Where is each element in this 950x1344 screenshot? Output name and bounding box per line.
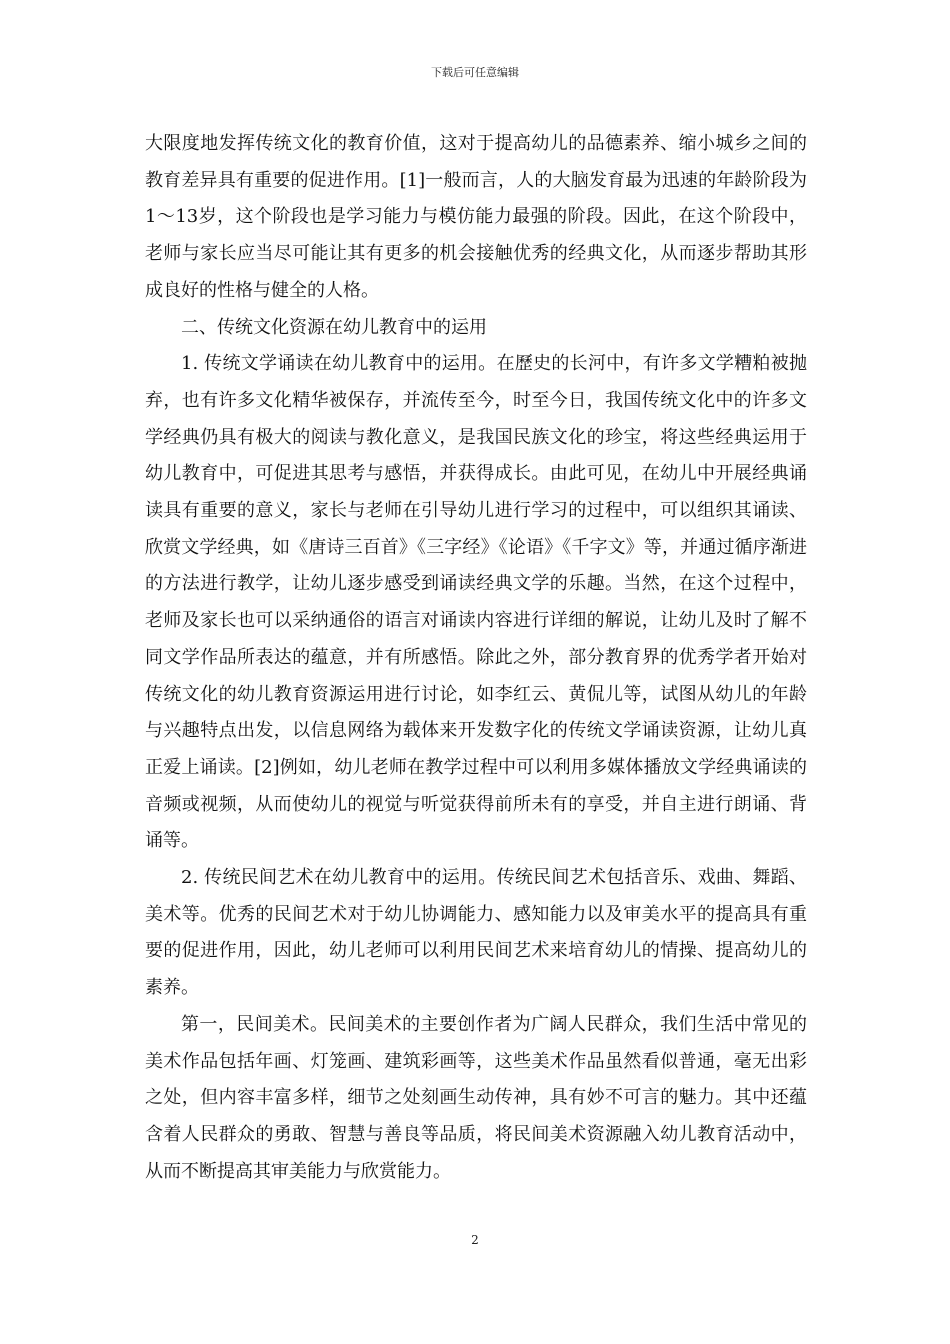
- section-heading: 二、传统文化资源在幼儿教育中的运用: [181, 316, 487, 338]
- paragraph-continuation: 大限度地发挥传统文化的教育价值，这对于提高幼儿的品德素养、缩小城乡之间的教育差异具有重要的促进作用。[1]一般而言，人的大脑发育最为迅速的年龄阶段为1～13岁，这个阶段也是学习能力与模仿能力最强的阶段。因此，在这个阶段中，老师与家长应当尽可能让其有更多的机会接触优秀的经典文化，从而逐步帮助其形成良好的性格与健全的人格。: [145, 133, 807, 301]
- paragraph-folk-fine-art: 第一，民间美术。民间美术的主要创作者为广阔人民群众，我们生活中常见的美术作品包括年画、灯笼画、建筑彩画等，这些美术作品虽然看似普通，毫无出彩之处，但内容丰富多样，细节之处刻画生动传神，具有妙不可言的魅力。其中还蕴含着人民群众的勇敢、智慧与善良等品质，将民间美术资源融入幼儿教育活动中，从而不断提高其审美能力与欣赏能力。: [145, 1013, 807, 1182]
- paragraph-literature-reading: 1. 传统文学诵读在幼儿教育中的运用。在歷史的长河中，有许多文学糟粕被抛弃，也有许多文化精华被保存，并流传至今，时至今日，我国传统文化中的许多文学经典仍具有极大的阅读与教化意义，是我国民族文化的珍宝，将这些经典运用于幼儿教育中，可促进其思考与感悟，并获得成长。由此可见，在幼儿中开展经典诵读具有重要的意义，家长与老师在引导幼儿进行学习的过程中，可以组织其诵读、欣赏文学经典，如《唐诗三百首》《三字经》《论语》《千字文》等，并通过循序渐进的方法进行教学，让幼儿逐步感受到诵读经典文学的乐趣。当然，在这个过程中，老师及家长也可以采纳通俗的语言对诵读内容进行详细的解说，让幼儿及时了解不同文学作品所表达的蕴意，并有所感悟。除此之外，部分教育界的优秀学者开始对传统文化的幼儿教育资源运用进行讨论，如李红云、黄侃儿等，试图从幼儿的年龄与兴趣特点出发，以信息网络为载体来开发数字化的传统文学诵读资源，让幼儿真正爱上诵读。[2]例如，幼儿老师在教学过程中可以利用多媒体播放文学经典诵读的音频或视频，从而使幼儿的视觉与听觉获得前所未有的享受，并自主进行朗诵、背诵等。: [145, 353, 807, 852]
- document-body: [145, 126, 807, 1190]
- page-number: 2: [471, 1233, 479, 1247]
- page-header: 下载后可任意编辑: [431, 66, 519, 79]
- paragraph-folk-art: 2. 传统民间艺术在幼儿教育中的运用。传统民间艺术包括音乐、戏曲、舞蹈、美术等。优秀的民间艺术对于幼儿协调能力、感知能力以及审美水平的提高具有重要的促进作用，因此，幼儿老师可以利用民间艺术来培育幼儿的情操、提高幼儿的素养。: [145, 867, 807, 999]
